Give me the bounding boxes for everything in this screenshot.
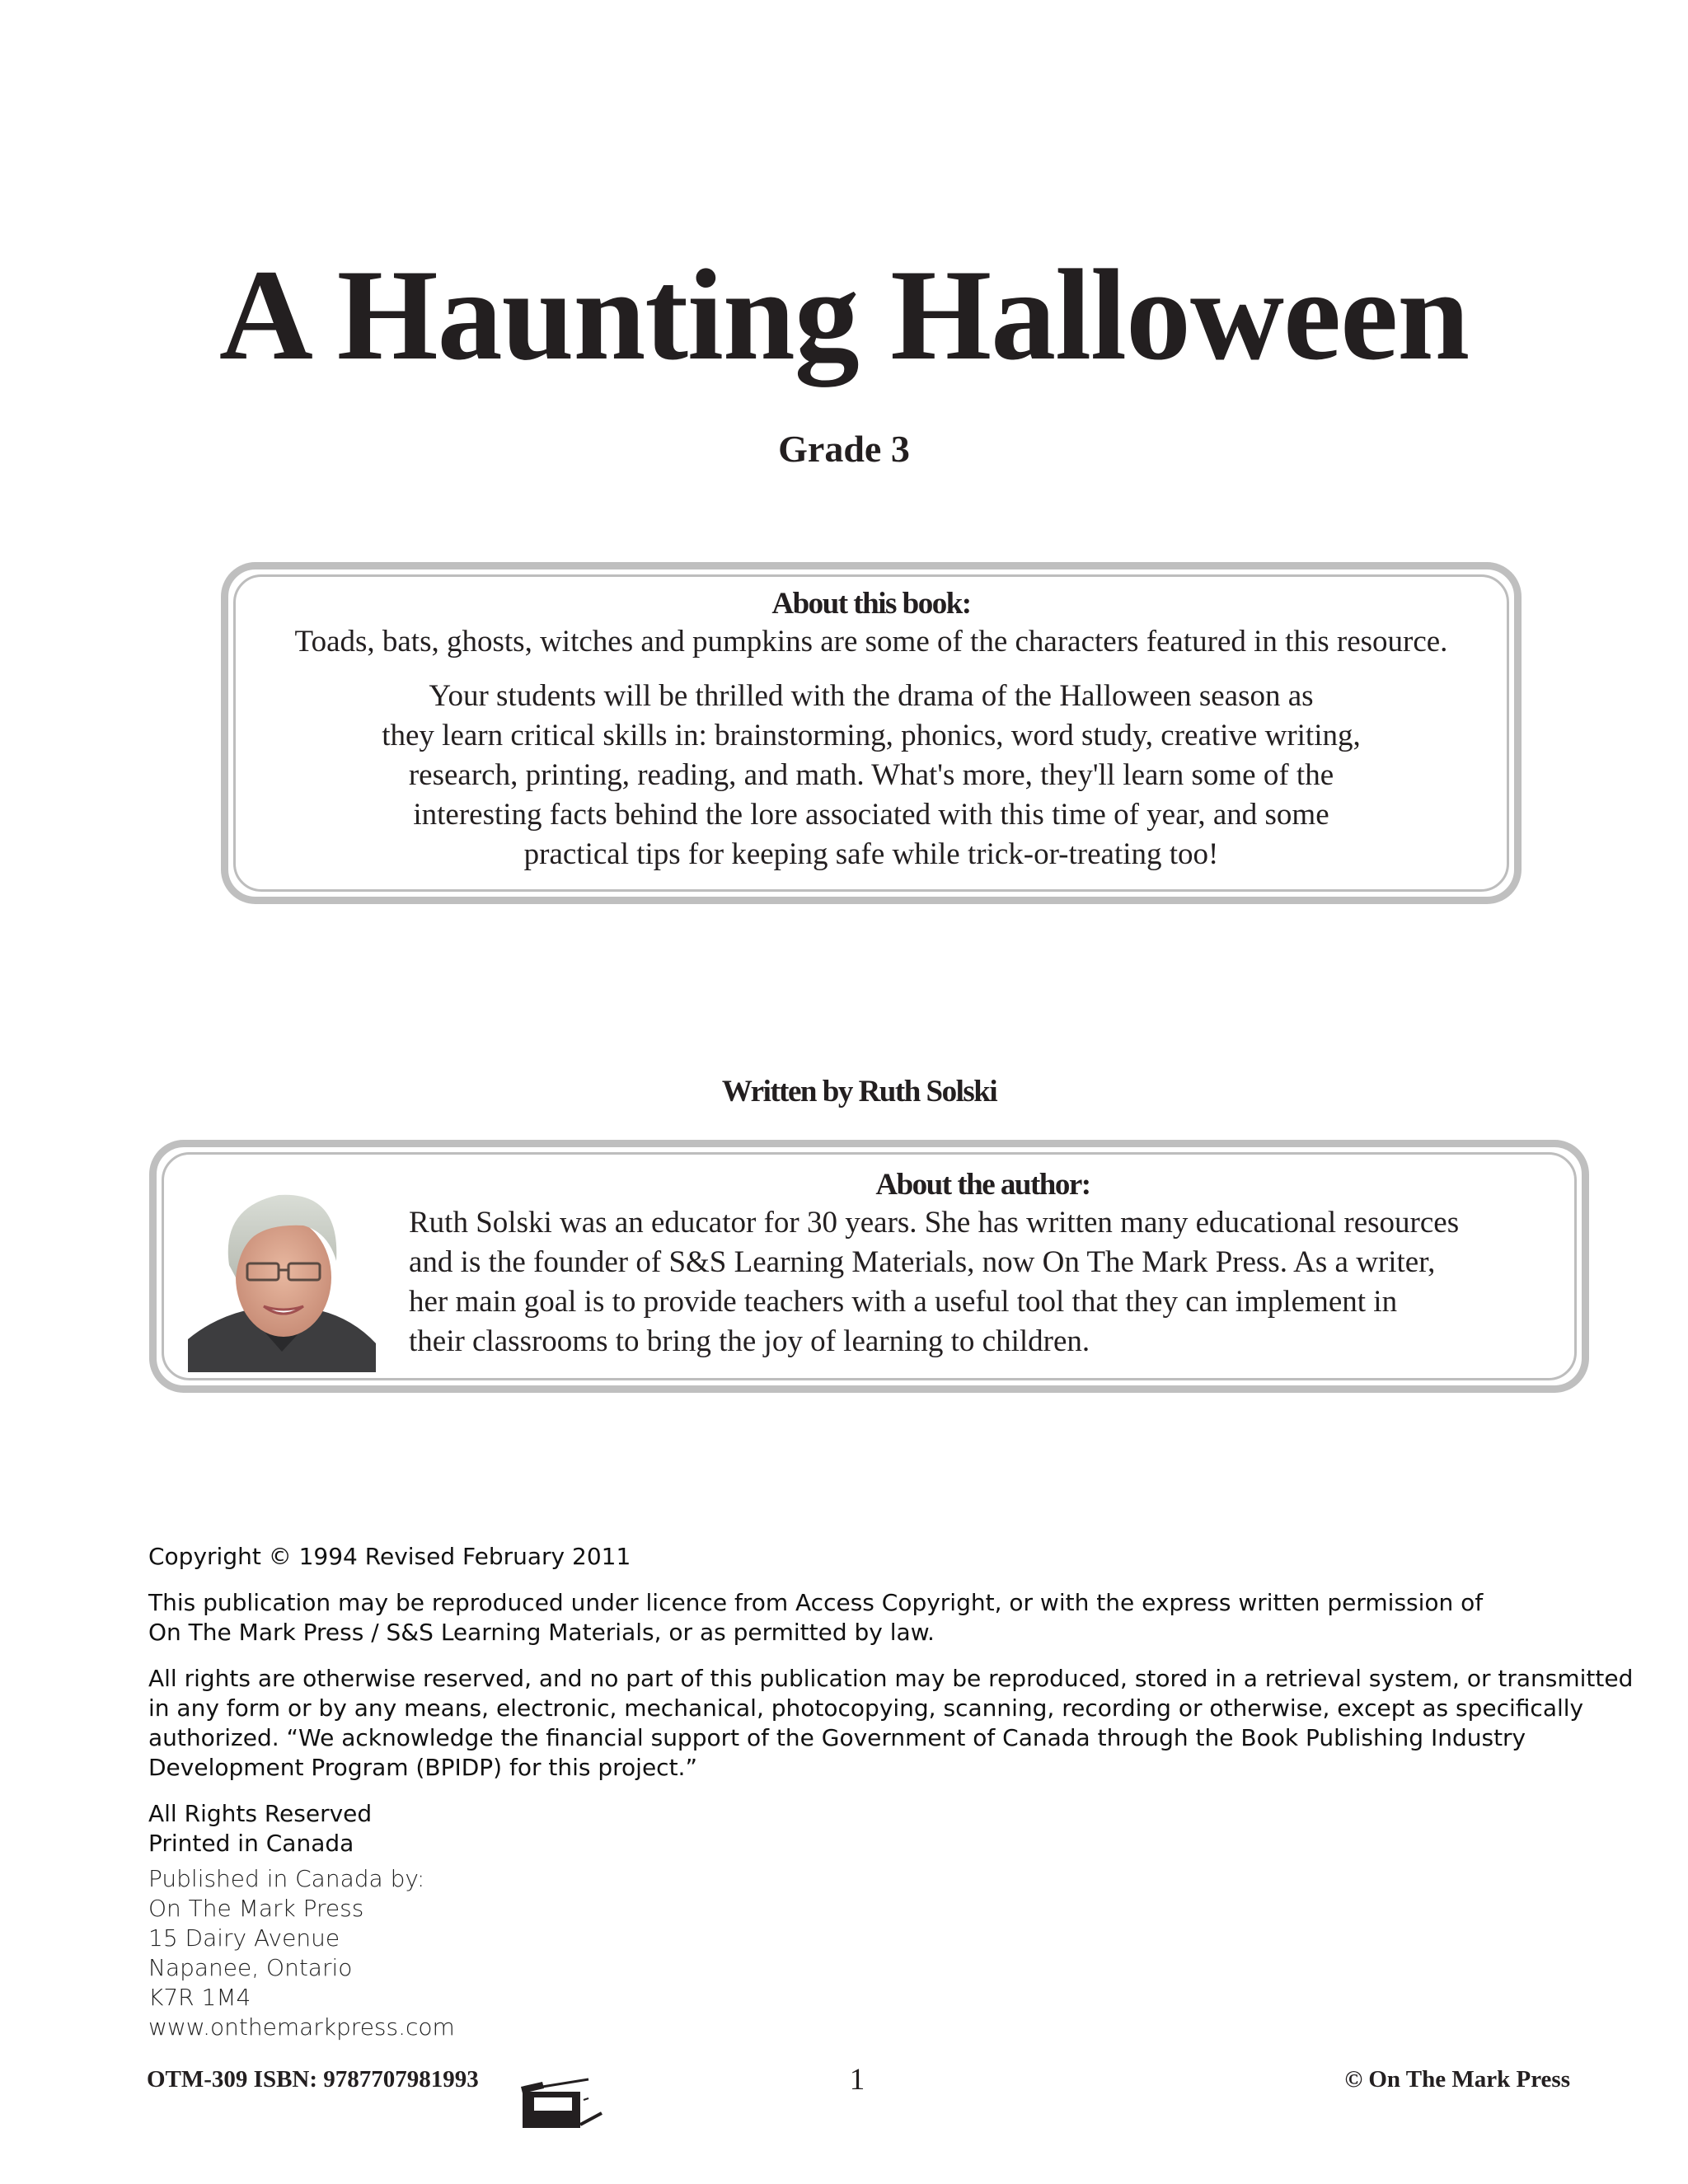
paragraph-line: and is the founder of S&S Learning Materials, now On The Mark Press. As a writer, [409,1245,1436,1279]
paragraph-line: authorized. “We acknowledge the financial support of the Government of Canada through the Book Publishing Industry [148,1724,1526,1751]
footer-publisher: © On The Mark Press [1344,2066,1570,2093]
paragraph-line: research, printing, reading, and math. What's more, they'll learn some of the [408,758,1334,792]
paragraph-line: their classrooms to bring the joy of learning to children. [409,1324,1090,1358]
about-author-content [409,1167,1557,1361]
page-number: 1 [849,2063,865,2097]
publisher-address [148,1864,455,2042]
about-book-heading: About this book: [771,587,971,621]
author-credit: Written by Ruth Solski [721,1075,997,1108]
about-author-box [149,1140,1589,1393]
about-book-paragraph-1: Toads, bats, ghosts, witches and pumpkins are some of the characters featured in this resource. [294,625,1448,658]
paragraph-line: All rights are otherwise reserved, and no part of this publication may be reproduced, stored in a retrieval system, or transmitted [148,1665,1634,1692]
publisher-line: Published in Canada by: [148,1865,425,1892]
paragraph-line: Ruth Solski was an educator for 30 years. She has written many educational resources [409,1206,1460,1240]
paragraph-line: in any form or by any means, electronic, mechanical, photocopying, scanning, recording or otherwise, except as specifically [148,1694,1584,1722]
about-book-box [221,562,1522,904]
paragraph-line: Printed in Canada [148,1830,354,1857]
publisher-website[interactable]: www.onthemarkpress.com [148,2013,455,2041]
book-title: A Haunting Halloween [218,242,1470,387]
legal-notice [148,1542,1634,1875]
paragraph-line: All Rights Reserved [148,1800,373,1827]
grade-level: Grade 3 [778,428,910,470]
paragraph-line: they learn critical skills in: brainstorming, phonics, word study, creative writing, [382,719,1361,752]
licence-paragraph [148,1588,1582,1647]
publisher-postal: K7R 1M4 [148,1984,251,2011]
copyright-line: Copyright © 1994 Revised February 2011 [148,1543,631,1570]
rights-paragraph [148,1664,1634,1783]
publisher-name: On The Mark Press [148,1895,364,1922]
about-book-paragraph-2 [228,677,1514,874]
about-book-content [228,586,1514,874]
author-photo [188,1174,376,1372]
paragraph-line: her main goal is to provide teachers with a useful tool that they can implement in [409,1285,1398,1319]
paragraph-line: Development Program (BPIDP) for this project.” [148,1754,697,1781]
paragraph-line: interesting facts behind the lore associated with this time of year, and some [413,798,1329,832]
publisher-city: Napanee, Ontario [148,1954,353,1981]
paragraph-line: This publication may be reproduced under licence from Access Copyright, or with the express written permission of [148,1589,1484,1616]
paragraph-line: On The Mark Press / S&S Learning Materials, or as permitted by law. [148,1619,935,1646]
photocopier-icon [513,2077,607,2130]
paragraph-line: practical tips for keeping safe while trick-or-treating too! [523,837,1219,871]
publisher-street: 15 Dairy Avenue [148,1924,340,1952]
paragraph-line: Your students will be thrilled with the drama of the Halloween season as [429,679,1314,713]
reserved-paragraph [148,1799,1582,1858]
about-author-heading: About the author: [875,1168,1090,1202]
footer-isbn: OTM-309 ISBN: 9787707981993 [147,2066,479,2093]
